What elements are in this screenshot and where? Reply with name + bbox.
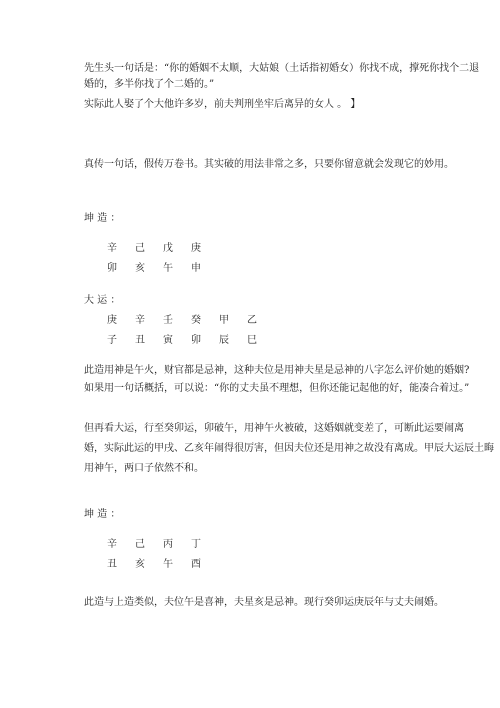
dayun-stem: 癸	[191, 315, 201, 326]
paragraph-4-line-2: 如果用一句话概括，可以说：“你的丈夫虽不理想，但你还能记起他的好，能凑合着过。”	[84, 383, 470, 394]
chart-1-stem: 己	[135, 243, 145, 254]
dayun-label: 大 运 ：	[84, 295, 121, 306]
dayun-stem: 甲	[219, 315, 229, 326]
chart-2-stem: 丁	[191, 539, 201, 550]
dayun-branch: 巳	[247, 335, 257, 346]
chart-2-stem: 丙	[163, 539, 173, 550]
chart-1-stem: 辛	[107, 243, 117, 254]
chart-1-label: 坤 造 ：	[84, 213, 121, 224]
chart-2-branch: 丑	[107, 559, 117, 570]
dayun-branch: 子	[107, 335, 117, 346]
chart-1-stem: 庚	[191, 243, 201, 254]
dayun-stem: 壬	[163, 315, 173, 326]
chart-2-branch: 午	[163, 559, 173, 570]
dayun-branch: 寅	[163, 335, 173, 346]
chart-1-branch: 午	[163, 263, 173, 274]
paragraph-1-line-1: 先生头一句话是：“你的婚姻不太顺，大姑娘（土话指初婚女）你找不成，撑死你找个二退	[84, 63, 480, 74]
paragraph-2-line-1: 实际此人娶了个大他许多岁，前夫判刑坐牢后离异的女人 。 】	[84, 99, 361, 110]
chart-2-stem: 己	[135, 539, 145, 550]
paragraph-4-line-1: 此造用神是午火，财官都是忌神，这种夫位是用神夫星是忌神的八字怎么评价她的婚姻?	[84, 365, 470, 376]
chart-2-branch: 酉	[191, 559, 201, 570]
paragraph-5-line-3: 用神午，两口子依然不和。	[84, 463, 204, 474]
chart-2-branch: 亥	[135, 559, 145, 570]
paragraph-3-line-1: 真传一句话，假传万卷书。其实破的用法非常之多，只要你留意就会发现它的妙用。	[84, 159, 454, 170]
chart-1-stem: 戊	[163, 243, 173, 254]
paragraph-6-line-1: 此造与上造类似，夫位午是喜神，夫星亥是忌神。现行癸卯运庚辰年与丈夫闹婚。	[84, 597, 444, 608]
paragraph-5-line-1: 但再看大运，行至癸卯运，卯破午，用神午火被破，这婚姻就变差了，可断此运要闹离	[84, 423, 464, 434]
dayun-branch: 辰	[219, 335, 229, 346]
dayun-branch: 丑	[135, 335, 145, 346]
chart-1-branch: 卯	[107, 263, 117, 274]
dayun-stem: 辛	[135, 315, 145, 326]
dayun-stem: 庚	[107, 315, 117, 326]
chart-1-branch: 申	[191, 263, 201, 274]
chart-1-branch: 亥	[135, 263, 145, 274]
paragraph-5-line-2: 婚，实际此运的甲戌、乙亥年闹得很厉害，但因夫位还是用神之故没有离成。甲辰大运辰土晦	[84, 443, 494, 454]
chart-2-stem: 辛	[107, 539, 117, 550]
chart-2-label: 坤 造 ：	[84, 509, 121, 520]
dayun-branch: 卯	[191, 335, 201, 346]
dayun-stem: 乙	[247, 315, 257, 326]
paragraph-1-line-2: 婚的，多半你找了个二婚的。”	[84, 79, 215, 90]
